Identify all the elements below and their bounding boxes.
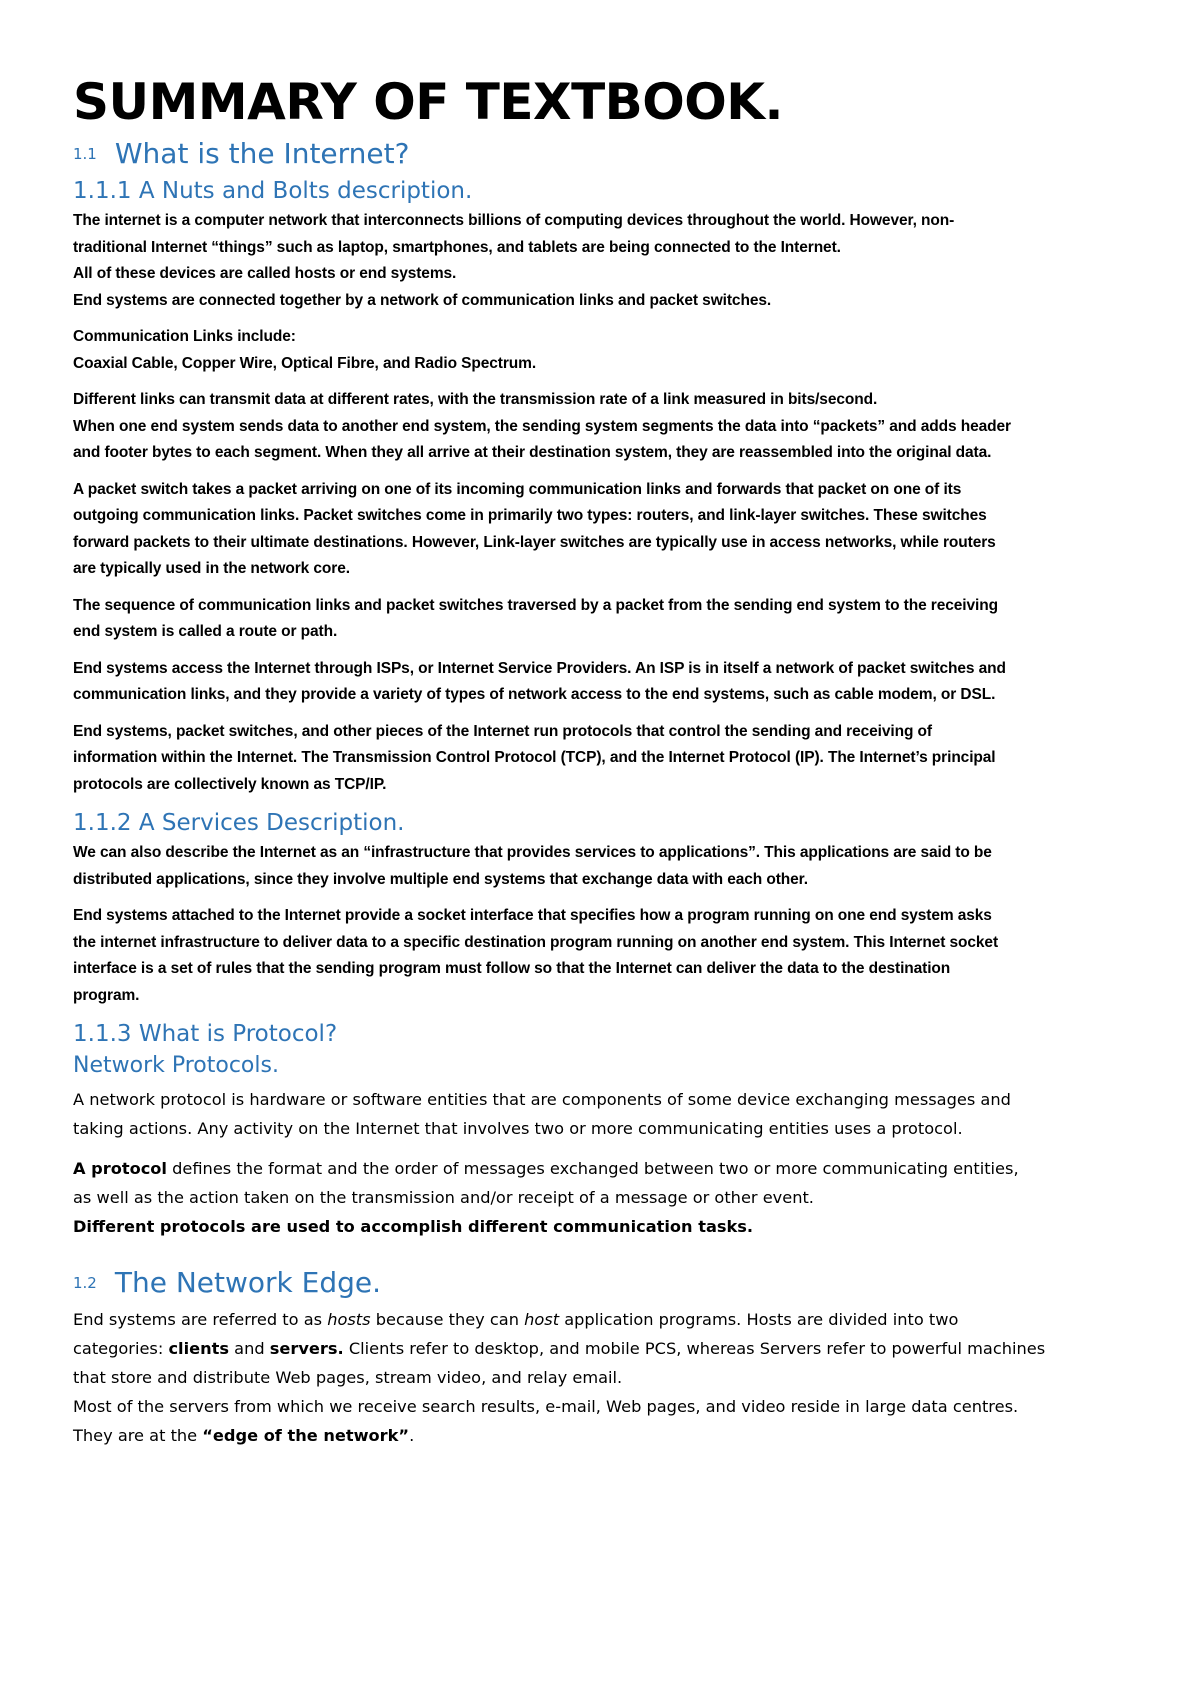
text-line: interface is a set of rules that the sending program must follow so that the Internet can deliver the data to the destination [73, 960, 951, 977]
text-line: traditional Internet “things” such as laptop, smartphones, and tablets are being connected to the Internet. [73, 238, 841, 256]
text-run: categories: [73, 1339, 169, 1358]
text-run: End systems are referred to as [73, 1310, 328, 1329]
text-line: communication links, and they provide a variety of types of network access to the end systems, such as cable modem, or DSL. [73, 686, 996, 703]
text-line: All of these devices are called hosts or end systems. [73, 265, 457, 282]
text-line [73, 1334, 1138, 1363]
subsection-1-1-3-heading: 1.1.3 What is Protocol? [73, 1021, 338, 1047]
section-1-2-heading [73, 1265, 1138, 1301]
section-1-1-heading [73, 136, 1138, 172]
paragraph [73, 1305, 1138, 1450]
section-1-2-body [73, 1305, 1138, 1450]
text-run: Clients refer to desktop, and mobile PCS, whereas Servers refer to powerful machines [343, 1339, 1046, 1358]
text-line [73, 1421, 1138, 1450]
text-line: end system is called a route or path. [73, 623, 338, 640]
text-line: End systems attached to the Internet provide a socket interface that specifies how a program running on one end system asks [73, 907, 992, 924]
text-line: End systems are connected together by a network of communication links and packet switches. [73, 291, 772, 309]
paragraph [73, 1085, 1138, 1143]
text-line: distributed applications, since they involve multiple end systems that exchange data with each other. [73, 870, 808, 888]
text-run: . [409, 1426, 415, 1445]
section-number: 1.1 [73, 145, 97, 163]
text-line: are typically used in the network core. [73, 560, 350, 577]
italic-term: hosts [327, 1310, 371, 1329]
text-line: program. [73, 986, 140, 1004]
text-line: The internet is a computer network that interconnects billions of computing devices throughout the world. However, non- [73, 212, 955, 229]
text-line: A network protocol is hardware or software entities that are components of some device exchanging messages and [73, 1090, 1011, 1109]
text-line: information within the Internet. The Transmission Control Protocol (TCP), and the Internet Protocol (IP). The Internet’s principal [73, 749, 996, 766]
network-protocols-heading: Network Protocols. [73, 1053, 279, 1078]
text-line [73, 1212, 1138, 1241]
bold-sentence: Different protocols are used to accomplish different communication tasks. [73, 1217, 754, 1236]
paragraph [73, 719, 1138, 799]
text-line: that store and distribute Web pages, stream video, and relay email. [73, 1368, 623, 1387]
text-line: Communication Links include: [73, 328, 296, 345]
text-line: A packet switch takes a packet arriving on one of its incoming communication links and forwards that packet on one of its [73, 480, 962, 498]
bold-term: A protocol [73, 1159, 167, 1178]
text-run: defines the format and the order of messages exchanged between two or more communicating entities, [166, 1159, 1019, 1178]
text-line: forward packets to their ultimate destinations. However, Link-layer switches are typically use in access networks, while routers [73, 533, 996, 551]
paragraph [73, 903, 1138, 1009]
text-line [73, 1305, 1138, 1334]
italic-term: host [524, 1310, 560, 1329]
section-title: What is the Internet? [114, 137, 410, 170]
text-run: because they can [370, 1310, 525, 1329]
bold-term: clients [168, 1339, 230, 1358]
paragraph [73, 593, 1138, 646]
text-line: protocols are collectively known as TCP/IP. [73, 775, 387, 793]
text-line: End systems access the Internet through ISPs, or Internet Service Providers. An ISP is in itself a network of packet switches and [73, 659, 1006, 677]
paragraph [73, 208, 1138, 314]
paragraph [73, 656, 1138, 709]
subsection-1-1-2-heading: 1.1.2 A Services Description. [73, 810, 405, 836]
subsection-1-1-1-heading: 1.1.1 A Nuts and Bolts description. [73, 178, 473, 204]
paragraph [73, 387, 1138, 467]
text-line: as well as the action taken on the transmission and/or receipt of a message or other event. [73, 1188, 814, 1207]
text-line: Most of the servers from which we receive search results, e-mail, Web pages, and video reside in large data centres. [73, 1397, 1019, 1416]
text-line: End systems, packet switches, and other pieces of the Internet run protocols that control the sending and receiving of [73, 722, 932, 740]
text-run: and [229, 1339, 270, 1358]
paragraph [73, 324, 1138, 377]
paragraph [73, 477, 1138, 583]
subsection-1-1-3-body [73, 1085, 1138, 1241]
text-line: When one end system sends data to another end system, the sending system segments the data into “packets” and adds header [73, 417, 1011, 435]
subsection-1-1-2-body [73, 840, 1138, 1009]
section-title: The Network Edge. [114, 1266, 382, 1299]
paragraph [73, 840, 1138, 893]
bold-term: servers. [269, 1339, 344, 1358]
text-line: and footer bytes to each segment. When they all arrive at their destination system, they are reassembled into the original data. [73, 444, 992, 461]
text-line: Different links can transmit data at different rates, with the transmission rate of a link measured in bits/second. [73, 391, 878, 408]
text-line: outgoing communication links. Packet switches come in primarily two types: routers, and link-layer switches. These switches [73, 507, 987, 524]
text-line: We can also describe the Internet as an “infrastructure that provides services to applications”. This applications are said to be [73, 844, 992, 861]
document-page [73, 72, 1138, 1461]
text-line: Coaxial Cable, Copper Wire, Optical Fibre, and Radio Spectrum. [73, 354, 537, 372]
text-line: the internet infrastructure to deliver data to a specific destination program running on another end system. This Internet socket [73, 933, 999, 951]
bold-term: “edge of the network” [202, 1426, 410, 1445]
text-run: application programs. Hosts are divided into two [559, 1310, 959, 1329]
section-number: 1.2 [73, 1274, 97, 1292]
document-title: SUMMARY OF TEXTBOOK. [73, 73, 784, 131]
text-run: They are at the [73, 1426, 203, 1445]
paragraph [73, 1154, 1138, 1241]
subsection-1-1-1-body [73, 208, 1138, 798]
text-line [73, 1154, 1138, 1183]
text-line: taking actions. Any activity on the Internet that involves two or more communicating entities uses a protocol. [73, 1119, 963, 1138]
text-line: The sequence of communication links and packet switches traversed by a packet from the sending end system to the receiving [73, 596, 998, 614]
